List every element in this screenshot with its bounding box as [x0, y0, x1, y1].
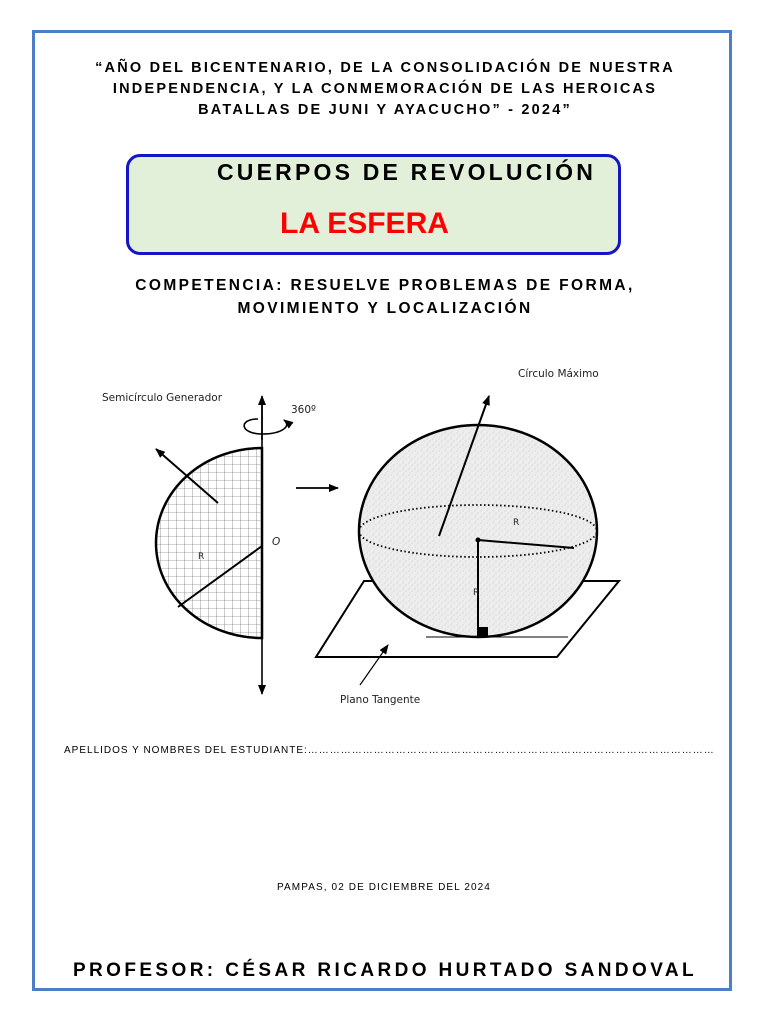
student-name-blank: ………………………………………………………………………………………………… — [307, 745, 715, 756]
place-date: PAMPAS, 02 DE DICIEMBRE DEL 2024 — [277, 882, 491, 893]
rotation-label: 360º — [291, 404, 316, 416]
motto-line-2: INDEPENDENCIA, Y LA CONMEMORACIÓN DE LAS HEROICAS — [112, 81, 658, 97]
student-name-line — [64, 745, 715, 756]
competencia-line-1: COMPETENCIA: RESUELVE PROBLEMAS DE FORMA, — [135, 277, 635, 294]
semicircle-label: Semicírculo Generador — [102, 392, 223, 404]
title-box — [126, 154, 621, 255]
center-label: O — [272, 536, 281, 548]
title-main: LA ESFERA — [280, 207, 449, 240]
motto-line-3: BATALLAS DE JUNI Y AYACUCHO” - 2024” — [198, 102, 572, 118]
right-radius-label: R — [513, 518, 520, 528]
right-angle-marker — [478, 627, 488, 637]
teacher-name: PROFESOR: CÉSAR RICARDO HURTADO SANDOVAL — [72, 960, 698, 981]
rotation-arrow-icon — [244, 419, 287, 434]
generating-semicircle — [156, 448, 262, 638]
vertical-radius-label: R — [473, 588, 480, 598]
competencia — [40, 274, 730, 320]
plane-label: Plano Tangente — [340, 694, 421, 706]
student-name-label: APELLIDOS Y NOMBRES DEL ESTUDIANTE: — [64, 745, 308, 756]
max-circle-label: Círculo Máximo — [518, 368, 599, 380]
motto-line-1: “AÑO DEL BICENTENARIO, DE LA CONSOLIDACIÓN DE NUESTRA — [95, 60, 675, 76]
sphere-figure — [0, 340, 768, 720]
year-motto — [40, 58, 730, 121]
title-subtitle: CUERPOS DE REVOLUCIÓN — [217, 159, 597, 185]
competencia-line-2: MOVIMIENTO Y LOCALIZACIÓN — [237, 300, 533, 317]
left-radius-label: R — [198, 552, 205, 562]
